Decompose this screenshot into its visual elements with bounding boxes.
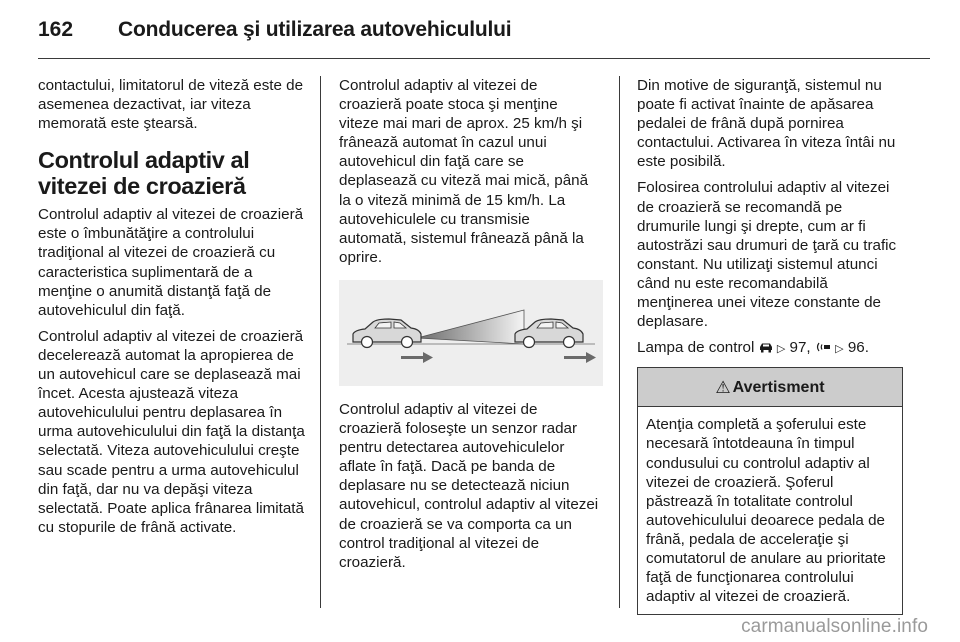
car-lamp-icon (759, 339, 773, 356)
paragraph: Folosirea controlului adaptiv al vitezei de croazieră se recomandă pe drumurile lungi şi drepte, cum ar fi autostrăzi sau drumuri de ţară cu trafic constant. Nu utilizaţi sistemul atunci când nu este recomandabilă menţinerea unei viteze constante de deplasare. (637, 179, 897, 331)
header-divider (38, 58, 930, 59)
radar-figure-svg (339, 280, 603, 386)
control-lamp-line (637, 338, 903, 359)
radar-beam (417, 310, 524, 344)
motion-arrow-icon (564, 352, 596, 363)
section-heading: Controlul adaptiv al vitezei de croazieră (38, 147, 250, 200)
rear-car-icon (353, 319, 421, 348)
paragraph: Controlul adaptiv al vitezei de croazieră decelerează automat la apropierea de un autovehicul care se deplasează mai încet. Acesta ajustează viteza autovehiculului pentru deplasarea în urma autovehiculului din faţă la distanţa selectată. Viteza autovehiculului creşte sau scade pentru a urma autovehiculul din faţă, dar nu va depăşi viteza selectată. Poate aplica frânarea limitată cu stopurile de frână activate. (38, 327, 305, 536)
column-divider-1 (320, 76, 321, 608)
paragraph: contactului, limitatorul de viteză este de asemenea dezactivat, iar viteza memorată este ştearsă. (38, 77, 304, 133)
warning-triangle-icon: ⚠ (715, 377, 731, 397)
watermark: carmanualsonline.info (741, 616, 928, 637)
paragraph: Din motive de siguranţă, sistemul nu poate fi activat înainte de apăsarea pedalei de frână după pornirea contactului. Activarea în viteza întâi nu este posibilă. (637, 77, 896, 171)
column-2 (339, 76, 601, 579)
page-header (38, 18, 930, 58)
adaptive-cruise-illustration (339, 280, 603, 386)
ref-arrow-icon: ▷ (776, 343, 786, 356)
paragraph: Controlul adaptiv al vitezei de croazieră foloseşte un senzor radar pentru detectarea autovehiculelor aflate în faţă. Dacă pe banda de deplasare nu se detectează niciun autovehicul, controlul adaptiv al vitezei de croazieră se va comporta ca un control tradiţional al vitezei de croazieră. (339, 400, 599, 571)
motion-arrow-icon (401, 352, 433, 363)
warning-title: Avertisment (732, 378, 825, 396)
distance-lamp-icon (815, 339, 831, 356)
column-3 (637, 76, 903, 615)
warning-header (638, 368, 902, 407)
warning-box (637, 367, 903, 615)
warning-text: Atenţia completă a şoferului este necesară întotdeauna în timpul condusului cu controlul adaptiv al vitezei de croazieră. Şoferul păstrează în totalitate controlul autovehiculului deoarece pedala de frână, pedala de acceleraţie şi comutatorul de anulare au prioritate faţă de funcţionarea controlului adaptiv al vitezei de croazieră. (646, 416, 886, 606)
lamp-label: Lampa de control (637, 339, 755, 357)
page-title: Conducerea şi utilizarea autovehiculului (118, 18, 512, 41)
page-reference: 97, (789, 339, 811, 357)
column-1 (38, 76, 308, 544)
paragraph: Controlul adaptiv al vitezei de croazieră este o îmbunătăţire a controlului tradiţional al vitezei de croazieră cu caracteristica suplimentară de a menţine o anumită distanţă faţă de autovehiculul din faţă. (38, 206, 304, 319)
column-divider-2 (619, 76, 620, 608)
paragraph: Controlul adaptiv al vitezei de croazieră poate stoca şi menţine viteze mai mari de aprox. 25 km/h şi frânează automat în cazul unui autovehicul din faţă care se deplasează cu viteză mai mică, până la o viteză minimă de 15 km/h. La autovehiculele cu transmisie automată, sistemul frânează până la oprire. (339, 77, 589, 266)
page-number: 162 (38, 18, 74, 41)
front-car-icon (515, 319, 583, 348)
ref-arrow-icon: ▷ (835, 343, 844, 356)
page-reference: 96. (847, 339, 869, 357)
